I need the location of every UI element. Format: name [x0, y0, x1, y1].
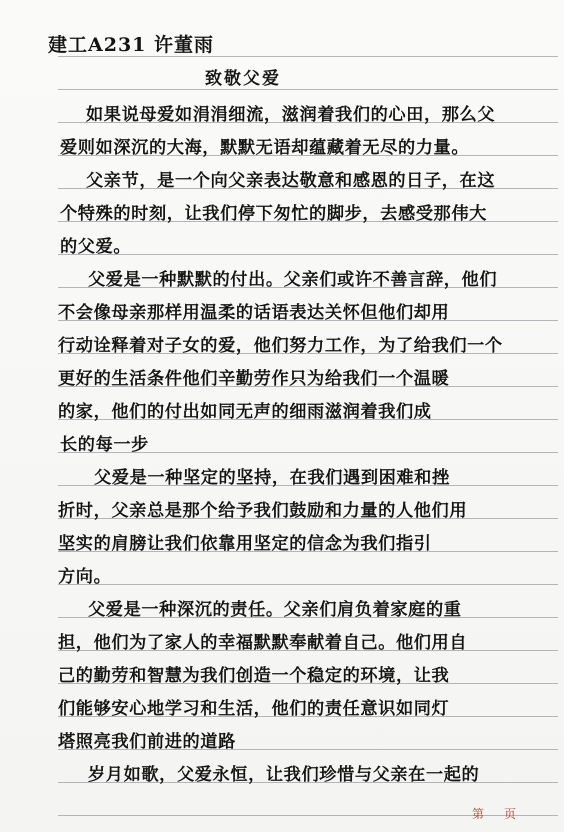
- essay-line-14: 坚实的肩膀让我们依靠用坚定的信念为我们指引: [58, 534, 432, 554]
- essay-line-19: 们能够安心地学习和生活，他们的责任意识如同灯: [58, 699, 450, 719]
- ruled-line: [58, 89, 558, 90]
- essay-line-5: 的父爱。: [60, 237, 132, 257]
- essay-line-16: 父爱是一种深沉的责任。父亲们肩负着家庭的重: [88, 600, 462, 620]
- essay-line-3: 父亲节，是一个向父亲表达敬意和感恩的日子，在这: [86, 171, 496, 191]
- page-number-footer: [472, 805, 518, 822]
- essay-line-17: 担，他们为了家人的幸福默默奉献着自己。他们用自: [58, 633, 468, 653]
- essay-line-4: 个特殊的时刻，让我们停下匆忙的脚步，去感受那伟大: [60, 204, 487, 224]
- class-and-name-header: 建工A231 许董雨: [48, 34, 215, 56]
- essay-title: 致敬父爱: [205, 69, 281, 89]
- essay-line-10: 的家，他们的付出如同无声的细雨滋润着我们成: [58, 402, 432, 422]
- essay-line-15: 方向。: [58, 567, 112, 587]
- page-label-right: 页: [503, 807, 518, 821]
- essay-line-9: 更好的生活条件他们辛勤劳作只为给我们一个温暖: [58, 369, 450, 389]
- essay-line-8: 行动诠释着对子女的爱，他们努力工作，为了给我们一个: [58, 336, 503, 356]
- essay-line-13: 折时，父亲总是那个给予我们鼓励和力量的人他们用: [58, 501, 468, 521]
- essay-line-21: 岁月如歌，父爱永恒，让我们珍惜与父亲在一起的: [88, 765, 480, 785]
- essay-line-2: 爱则如深沉的大海，默默无语却蕴藏着无尽的力量。: [60, 138, 470, 158]
- essay-line-11: 长的每一步: [60, 435, 149, 455]
- essay-line-6: 父爱是一种默默的付出。父亲们或许不善言辞，他们: [88, 270, 498, 290]
- essay-line-20: 塔照亮我们前进的道路: [58, 732, 236, 752]
- essay-line-1: 如果说母爱如涓涓细流，滋润着我们的心田，那么父: [86, 105, 496, 125]
- essay-line-12: 父爱是一种坚定的坚持，在我们遇到困难和挫: [94, 468, 450, 488]
- page-label-left: 第: [471, 807, 486, 821]
- essay-line-18: 己的勤劳和智慧为我们创造一个稳定的环境，让我: [58, 666, 450, 686]
- ruled-line: [58, 254, 558, 255]
- ruled-line: [58, 584, 558, 585]
- essay-line-7: 不会像母亲那样用温柔的话语表达关怀但他们却用: [58, 303, 450, 323]
